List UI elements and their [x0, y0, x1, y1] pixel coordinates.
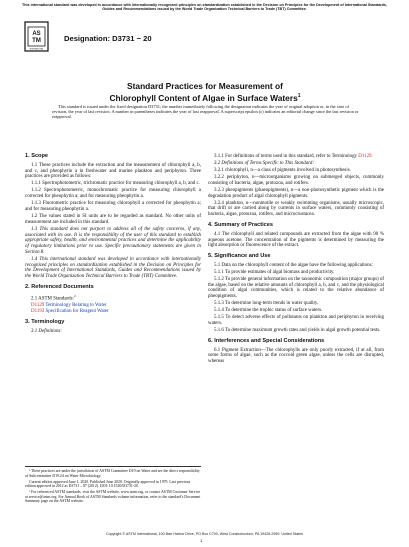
para-3-1-1 — [208, 154, 384, 160]
para-1-1-1: 1.1.1 Spectrophotometric, trichromatic practice for measuring chlorophyll a, b, and c. — [31, 181, 200, 187]
reference-code[interactable]: D1193 — [31, 309, 45, 315]
footnote-1-edition: Current edition approved June 1, 2020. Published June 2020. Originally approved in 1979. Last previous edition approved in 2012 as D3731 – 87 (2012). DOI: 10.1520/D3731-20. — [25, 479, 191, 488]
reference-d1193[interactable] — [31, 309, 201, 315]
para-3-2-3: 3.2.3 pheopigments (phaeopigments), n—a non-photosynthetic pigment which is the degradation product of algal chlorophyll pigments. — [208, 187, 384, 199]
para-2-1-text: 2.1 ASTM Standards: — [31, 296, 74, 302]
para-5-1-2: 5.1.2 To provide general information on the taxonomic composition (major groups) of the algae, based on the relative amounts of chlorophyll a, b, and c, and the physiological condition of algal communities, which is related to the relative abundance of pheopigments. — [208, 276, 385, 300]
svg-text:AS: AS — [32, 31, 41, 37]
section-3-heading: 3. Terminology — [25, 319, 65, 326]
left-column — [25, 154, 201, 336]
top-notice: This international standard was developed in accordance with internationally recognized principles on standardization established in the Decision on Principles for the Development of International Standards, Guides and Recommendations issued by the World Trade Organization Technical Barriers to Trade (TBT) Committee. — [22, 3, 387, 12]
para-3-1-1-text: 3.1.1 For definitions of terms used in this standard, refer to Terminology — [214, 154, 358, 159]
document-title — [40, 82, 370, 103]
para-1-3: 1.3 This standard does not purport to address all of the safety concerns, if any, associated with its use. It is the responsibility of the user of this standard to establish appropriate safety, health, and environmental practices and determine the applicability of regulatory limitations prior to use. Specific precautionary statements are given in Section 8. — [25, 226, 201, 255]
para-3-2: 3.2 Definitions of Terms Specific to This Standard: — [214, 160, 315, 166]
title-line-2-text: Chlorophyll Content of Algae in Surface Waters — [109, 92, 298, 103]
para-2-1 — [25, 294, 201, 302]
standard-note: This standard is issued under the fixed designation D3731; the number immediately following the designation indicates the year of original adoption or, in the case of revision, the year of last revision. A number in parentheses indicates the year of last reapproval. A superscript epsilon (ε) indicates an editorial change since the last revision or reapproval. — [52, 104, 359, 120]
para-1-1-3: 1.1.3 Fluorometric practice for measuring chlorophyll a corrected for pheophytin a; and for measuring pheophytin a. — [25, 201, 201, 212]
title-line-2 — [40, 92, 370, 103]
reference-code[interactable]: D1129 — [31, 303, 45, 309]
para-1-1-2: 1.1.2 Spectrophotometric, monochromatic practice for measuring chlorophyll a corrected for pheophytin a; and for measuring pheophytin a. — [25, 188, 201, 200]
para-3-2-2: 3.2.2 periphyton, n—microorganisms growing on submerged objects, commonly consisting of bacteria, algae, protozoa, and rotifers. — [208, 174, 384, 186]
para-3-1: 3.1 Definitions: — [31, 328, 62, 334]
section-1-heading: 1. Scope — [25, 153, 49, 159]
reference-title[interactable]: Terminology Relating to Water — [45, 303, 107, 309]
para-3-2-4: 3.2.4 plankton, n—nonmotile or weakly swimming organisms, usually microscopic, that drift or are carried along by currents in surface waters, commonly consisting of bacteria, algae, protozoa, rotifers, and microcrustacea. — [208, 200, 384, 218]
section-6-heading: 6. Interferences and Special Considerations — [208, 337, 325, 344]
footnotes — [25, 466, 201, 505]
terminology-link[interactable]: D1129. — [358, 154, 373, 159]
svg-text:INTERNATIONAL: INTERNATIONAL — [29, 48, 44, 51]
para-3-2-1: 3.2.1 chlorophyll, n—a class of pigments involved in photosynthesis. — [214, 167, 351, 173]
footnote-1: ¹ These practices are under the jurisdiction of ASTM Committee D19 on Water and are the direct responsibility of Subcommittee D19.24 on Water Microbiology. — [25, 469, 200, 478]
section-2-heading: 2. Referenced Documents — [25, 284, 94, 291]
para-5-1: 5.1 Data on the chlorophyll content of the algae have the following applications: — [214, 262, 373, 268]
designation: Designation: D3731 − 20 — [64, 34, 152, 43]
page-number: 1 — [200, 538, 203, 543]
section-4-heading: 4. Summary of Practices — [208, 221, 273, 228]
para-1-2: 1.2 The values stated in SI units are to be regarded as standard. No other units of measurement are included in this standard. — [25, 213, 201, 225]
right-column — [208, 154, 384, 366]
footnote-2: ² For referenced ASTM standards, visit the ASTM website, www.astm.org, or contact ASTM Customer Service at service@astm.org. For Annual Book of ASTM Standards volume information, refer to the standard's Document Summary page on the ASTM website. — [25, 490, 201, 503]
svg-text:TM: TM — [32, 38, 41, 44]
copyright-footer: Copyright © ASTM International, 100 Barr Harbor Drive, PO Box C700, West Conshohocken, PA 19428-2959. United States — [106, 532, 303, 536]
footnote-mark-2: 2 — [73, 293, 76, 298]
reference-title[interactable]: Specification for Reagent Water — [45, 309, 109, 315]
astm-logo — [24, 21, 49, 52]
para-5-1-1: 5.1.1 To provide estimates of algal biomass and productivity. — [214, 269, 335, 275]
title-line-1: Standard Practices for Measurement of — [127, 81, 283, 91]
para-5-1-3: 5.1.3 To determine long-term trends in water quality. — [214, 301, 319, 307]
para-4-1: 4.1 The chlorophyll and related compounds are extracted from the algae with 90 % aqueous acetone. The concentration of the pigments is determined by measuring the light absorption or fluorescence of the extract. — [208, 231, 384, 249]
para-6-1: 6.1 Pigment Extraction—The chlorophylls are only poorly extracted, if at all, from some forms of algae, such as the coccoid green algae, unless the cells are disrupted, whereas — [208, 347, 384, 365]
para-1-4: 1.4 This international standard was developed in accordance with internationally recognized principles on standardization established in the Decision on Principles for the Development of International Standards, Guides and Recommendations issued by the World Trade Organization Technical Barriers to Trade (TBT) Committee. — [25, 256, 201, 280]
para-1-1: 1.1 These practices include the extraction and the measurement of chlorophyll a, b, and c, and pheophytin a in freshwater and marine plankton and periphyton. Three practices are provided as follows: — [25, 162, 201, 180]
title-footnote-mark: 1 — [297, 92, 301, 99]
para-5-1-4: 5.1.4 To determine the trophic status of surface waters. — [214, 308, 323, 314]
section-5-heading: 5. Significance and Use — [208, 253, 271, 260]
para-5-1-6: 5.1.6 To determine maximum growth rates and yields in algal growth potential tests. — [214, 327, 381, 333]
para-5-1-5: 5.1.5 To detect adverse effects of pollutants on plankton and periphyton in receiving waters. — [208, 315, 384, 326]
